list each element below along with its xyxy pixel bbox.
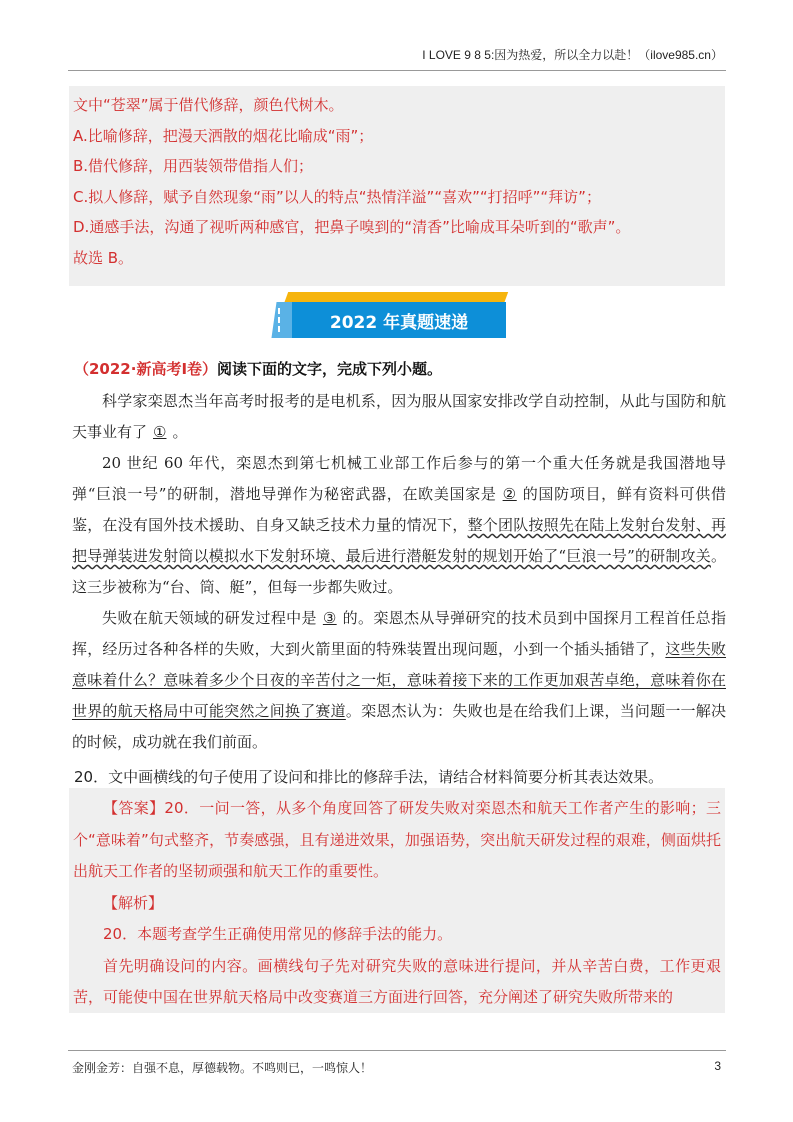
- header-divider: [68, 70, 726, 71]
- footer-motto: 金刚金芳：自强不息，厚德载物。不鸣则已，一鸣惊人！: [72, 1061, 373, 1075]
- passage-text: 科学家栾恩杰当年高考时报考的是电机系，因为服从国家安排改学自动控制，从此与国防和航天事业有了: [72, 392, 726, 441]
- explanation-option-d: D.通感手法，沟通了视听两种感官，把鼻子嗅到的“清香”比喻成耳朵听到的“歌声”。: [73, 218, 631, 236]
- analysis-line-1: 20．本题考查学生正确使用常见的修辞手法的能力。: [103, 925, 453, 943]
- question-20: 20．文中画横线的句子使用了设问和排比的修辞手法，请结合材料简要分析其表达效果。: [74, 768, 664, 786]
- question-source: （2022·新高考Ⅰ卷）: [74, 360, 218, 378]
- banner-title: 2022 年真题速递: [292, 302, 506, 338]
- passage-paragraph-1: [72, 386, 726, 448]
- page-header: I LOVE 9 8 5:因为热爱，所以全力以赴！（ilove985.cn）: [422, 48, 723, 62]
- explanation-option-a: A.比喻修辞，把漫天洒散的烟花比喻成“雨”；: [73, 126, 374, 145]
- explanation-option-c: C.拟人修辞，赋予自然现象“雨”以人的特点“热情洋溢”“喜欢”“打招呼”“拜访”；: [73, 187, 601, 206]
- page-number: 3: [714, 1059, 721, 1073]
- question-instruction: 阅读下面的文字，完成下列小题。: [217, 360, 443, 378]
- passage-text: 。这三步被称为“台、筒、艇”，但每一步都失败过。: [72, 547, 726, 596]
- banner-dash: [278, 308, 288, 332]
- explanation-option-b: B.借代修辞，用西装领带借指人们；: [73, 157, 314, 175]
- passage-text: 。栾恩杰认为：失败也是在给我们上课，当问题一一解决的时候，成功就在我们前面。: [72, 702, 726, 751]
- passage-text: 的国防项目，鲜有资料可供借鉴，在没有国外技术援助、自身又缺乏技术力量的情况下，: [72, 485, 726, 534]
- section-banner: [272, 292, 512, 350]
- blank-2: ②: [502, 485, 517, 503]
- footer-divider: [68, 1050, 726, 1051]
- analysis-line-2: 首先明确设问的内容。画横线句子先对研究失败的意味进行提问，并从辛苦白费，工作更艰苦，可能使中国在世界航天格局中改变赛道三方面进行回答，充分阐述了研究失败所带来的: [73, 956, 721, 1006]
- underlined-sentence: 这些失败意味着什么？意味着多少个日夜的辛苦付之一炬，意味着接下来的工作更加艰苦卓绝，意味着你在世界的航天格局中可能突然之间换了赛道: [72, 640, 726, 720]
- passage-text: 失败在航天领域的研发过程中是: [102, 609, 317, 627]
- answer-box: [69, 788, 725, 1013]
- blank-1: ①: [153, 423, 167, 441]
- passage-text: 20 世纪 60 年代，栾恩杰到第七机械工业部工作后参与的第一个重大任务就是我国潜地导弹“巨浪一号”的研制，潜地导弹作为秘密武器，在欧美国家是: [72, 454, 726, 503]
- passage-text: 。: [172, 423, 188, 441]
- analysis-label: 【解析】: [103, 893, 164, 912]
- explanation-conclusion: 故选 B。: [73, 248, 134, 267]
- wavy-underlined-sentence: 整个团队按照先在陆上发射台发射、再把导弹装进发射筒以模拟水下发射环境、最后进行潜艇发射的规划开始了“巨浪一号”的研制攻关: [72, 516, 726, 565]
- answer-text: 【答案】20．一问一答，从多个角度回答了研发失败对栾恩杰和航天工作者产生的影响；三个“意味着”句式整齐，节奏感强，且有递进效果，加强语势，突出航天研发过程的艰难，侧面烘托出航天工作者的坚韧顽强和航天工作的重要性。: [73, 799, 721, 880]
- passage-text: 的。栾恩杰从导弹研究的技术员到中国探月工程首任总指挥，经历过各种各样的失败，大到火箭里面的特殊装置出现问题，小到一个插头插错了，: [72, 609, 726, 658]
- explanation-line: 文中“苍翠”属于借代修辞，颜色代树木。: [73, 96, 344, 114]
- blank-3: ③: [322, 609, 337, 627]
- passage-paragraph-3: [72, 603, 726, 758]
- reading-passage: [72, 386, 726, 758]
- question-header: [74, 358, 442, 379]
- passage-paragraph-2: [72, 448, 726, 603]
- previous-explanation-box: [69, 86, 725, 286]
